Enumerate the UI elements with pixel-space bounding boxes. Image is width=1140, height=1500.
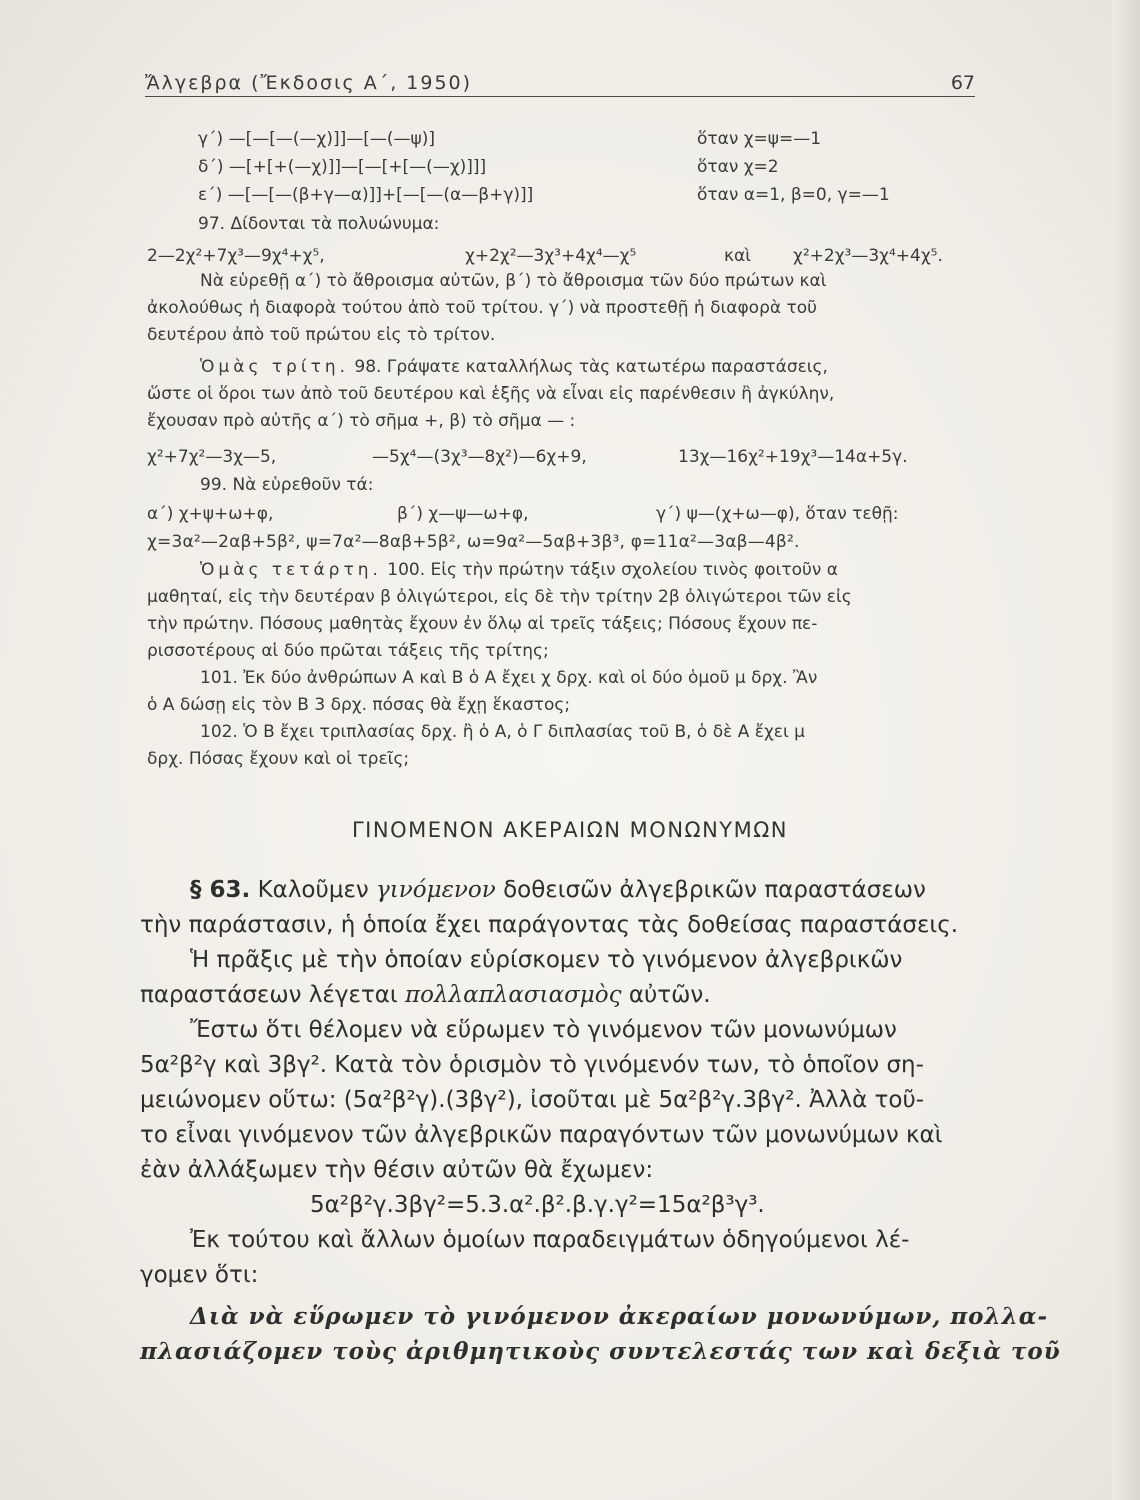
group4-line: 101. Ἐκ δύο ἀνθρώπων Α καὶ Β ὁ Α ἔχει χ δρχ. καὶ οἱ δύο ὁμοῦ μ δρχ. Ἂν (200, 668, 818, 688)
ex96-cond-epsilon (697, 184, 890, 206)
ex99-definitions: χ=3α²—2αβ+5β², ψ=7α²—8αβ+5β², ω=9α²—5αβ+3β³, φ=11α²—3αβ—4β². (147, 532, 800, 552)
ex96-expr: ε΄) —[—[—(β+γ—α)]]+[—[—(α—β+γ)]] (198, 185, 534, 205)
paragraph-mark: § 63. (190, 877, 251, 903)
equation: 5α²β²γ.3βγ²=5.3.α².β².β.γ.γ²=15α²β³γ³. (310, 1192, 765, 1218)
ex97-text (147, 268, 826, 349)
body-line: Ἔστω ὅτι θέλομεν νὰ εὕρωμεν τὸ γινόμενον τῶν μονωνύμων (190, 1017, 897, 1043)
group4-label: Ὁμὰς τετάρτη. (200, 560, 382, 580)
group4-line: ὁ Α δώσῃ εἰς τὸν Β 3 δρχ. πόσας θὰ ἔχῃ ἕκαστος; (147, 695, 571, 715)
ex97-poly2: χ+2χ²—3χ³+4χ⁴—χ⁵ (465, 246, 637, 266)
rule-line: Διὰ νὰ εὕρωμεν τὸ γινόμενον ἀκεραίων μονωνύμων, πολλα- (190, 1303, 1049, 1330)
body-line: γομεν ὅτι: (140, 1262, 259, 1288)
running-header (145, 66, 975, 97)
ex97-line: δευτέρου ἀπὸ τοῦ πρώτου εἰς τὸ τρίτον. (147, 325, 496, 345)
ex97-poly3: χ²+2χ³—3χ⁴+4χ⁵. (793, 246, 943, 266)
ex96-cond: ὅταν χ=ψ=—1 (697, 129, 822, 149)
body-line: Ἐκ τούτου καὶ ἄλλων ὁμοίων παραδειγμάτων ὁδηγούμενοι λέ- (190, 1227, 910, 1253)
group4-first-line (147, 557, 852, 584)
body-line: ἐὰν ἀλλάξωμεν τὴν θέσιν αὐτῶν θὰ ἔχωμεν: (140, 1157, 654, 1183)
ex97-line: Νὰ εὑρεθῇ α΄) τὸ ἄθροισμα αὐτῶν, β΄) τὸ ἄθροισμα τῶν δύο πρώτων καὶ (200, 271, 827, 291)
body-line (140, 978, 1061, 1013)
ex99-lead: 99. Νὰ εὑρεθοῦν τά: (200, 475, 374, 495)
body-line: 5α²β²γ καὶ 3βγ². Κατὰ τὸν ὁρισμὸν τὸ γινόμενόν των, τὸ ὁποῖον ση- (140, 1052, 924, 1078)
group4-line: δρχ. Πόσας ἔχουν καὶ οἱ τρεῖς; (147, 749, 410, 769)
body-line: το εἶναι γινόμενον τῶν ἀλγεβρικῶν παραγόντων τῶν μονωνύμων καὶ (140, 1122, 943, 1148)
ex96-cond: ὅταν α=1, β=0, γ=—1 (697, 185, 890, 205)
group4-line: τὴν πρώτην. Πόσους μαθητὰς ἔχουν ἐν ὅλῳ αἱ τρεῖς τάξεις; Πόσους ἔχουν πε- (147, 614, 818, 634)
ex96-cond-delta (697, 156, 779, 178)
ex96-item-delta (198, 156, 486, 178)
term-multiplication: πολλαπλασιασμὸς (404, 982, 622, 1008)
text: αὐτῶν. (628, 982, 711, 1008)
ex97-lead: 97. Δίδονται τὰ πολυώνυμα: (198, 214, 440, 234)
group3-first-line (147, 354, 834, 381)
ex96-item-gamma (198, 128, 435, 150)
rule-line: πλασιάζομεν τοὺς ἀριθμητικοὺς συντελεστάς των καὶ δεξιὰ τοῦ (140, 1338, 1061, 1365)
ex97-line: ἀκολούθως ἡ διαφορὰ τούτου ἀπὸ τοῦ τρίτου. γ΄) νὰ προστεθῇ ἡ διαφορὰ τοῦ (147, 298, 817, 318)
ex96-expr: δ΄) —[+[+(—χ)]]—[—[+[—(—χ)]]] (198, 157, 487, 177)
ex99-b: β΄) χ—ψ—ω+φ, (397, 504, 529, 524)
group3-line: ἔχουσαν πρὸ αὐτῆς α΄) τὸ σῆμα +, β) τὸ σῆμα — : (147, 411, 576, 431)
ex98-expr2: —5χ⁴—(3χ³—8χ²)—6χ+9, (372, 447, 587, 467)
text: παραστάσεων λέγεται (140, 982, 398, 1008)
definition-line (140, 873, 1061, 908)
ex97-and: καὶ (724, 246, 751, 266)
header-title: Ἄλγεβρα (Ἔκδοσις Α΄, 1950) (145, 72, 473, 94)
group4-line: 102. Ὁ Β ἔχει τριπλασίας δρχ. ἢ ὁ Α, ὁ Γ διπλασίας τοῦ Β, ὁ δὲ Α ἔχει μ (200, 722, 805, 742)
ex98-expr1: χ²+7χ²—3χ—5, (147, 447, 277, 467)
section-body (140, 873, 1061, 1369)
ex97-poly1: 2—2χ²+7χ³—9χ⁴+χ⁵, (147, 246, 325, 266)
ex96-item-epsilon (198, 184, 533, 206)
group4-text (147, 557, 852, 773)
group4-line: ρισσοτέρους αἱ δύο πρῶται τάξεις τῆς τρίτης; (147, 641, 549, 661)
ex99-c: γ΄) ψ—(χ+ω—φ), ὅταν τεθῇ: (656, 504, 899, 524)
group3-label: Ὁμὰς τρίτη. (200, 357, 350, 377)
group3-line: 98. Γράψατε καταλλήλως τὰς κατωτέρω παραστάσεις, (354, 357, 828, 377)
text: δοθεισῶν ἀλγεβρικῶν παραστάσεων (503, 877, 926, 903)
ex96-expr: γ΄) —[—[—(—χ)]]—[—(—ψ)] (198, 129, 435, 149)
term-product: γινόμενον (376, 877, 496, 903)
body-line: τὴν παράστασιν, ἡ ὁποία ἔχει παράγοντας τὰς δοθείσας παραστάσεις. (140, 912, 959, 938)
ex96-cond-gamma (697, 128, 821, 150)
group3-line: ὥστε οἱ ὅροι των ἀπὸ τοῦ δευτέρου καὶ ἑξῆς νὰ εἶναι εἰς παρένθεσιν ἢ ἀγκύλην, (147, 384, 835, 404)
ex99-a: α΄) χ+ψ+ω+φ, (147, 504, 274, 524)
body-line: μειώνομεν οὕτω: (5α²β²γ).(3βγ²), ἰσοῦται μὲ 5α²β²γ.3βγ². Ἀλλὰ τοῦ- (140, 1087, 925, 1113)
page-number: 67 (950, 72, 975, 94)
body-line: Ἡ πρᾶξις μὲ τὴν ὁποίαν εὑρίσκομεν τὸ γινόμενον ἀλγεβρικῶν (190, 947, 903, 973)
page-binding-shadow (1112, 0, 1140, 1500)
section-heading: ΓΙΝΟΜΕΝΟΝ ΑΚΕΡΑΙΩΝ ΜΟΝΩΝΥΜΩΝ (351, 818, 789, 842)
group3-text (147, 354, 834, 435)
group4-line: 100. Εἰς τὴν πρώτην τάξιν σχολείου τινὸς φοιτοῦν α (387, 560, 838, 580)
text: Καλοῦμεν (257, 877, 369, 903)
ex96-cond: ὅταν χ=2 (697, 157, 779, 177)
ex98-expr3: 13χ—16χ²+19χ³—14α+5γ. (678, 447, 908, 467)
group4-line: μαθηταί, εἰς τὴν δευτέραν β ὀλιγώτεροι, εἰς δὲ τὴν τρίτην 2β ὀλιγώτεροι τῶν εἰς (147, 587, 852, 607)
